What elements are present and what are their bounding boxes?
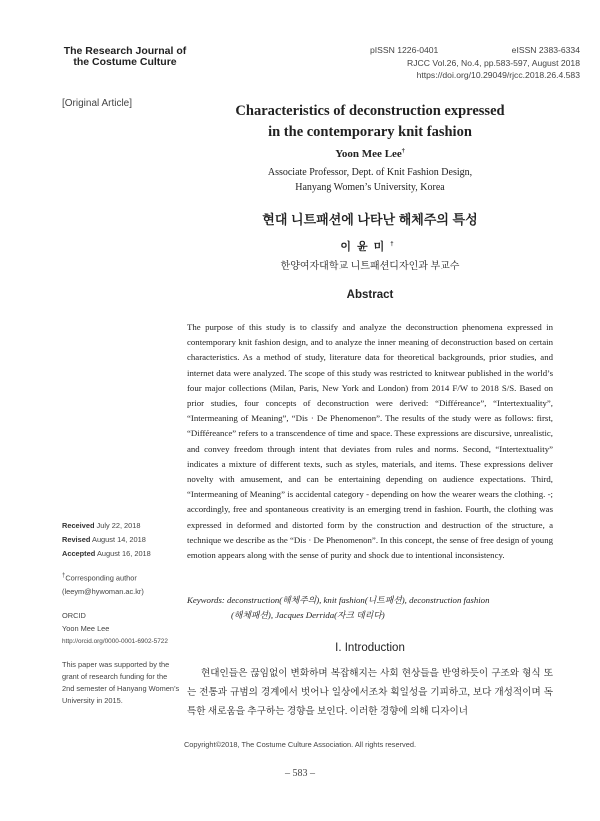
article-title xyxy=(190,101,550,143)
author-mark: † xyxy=(401,148,405,155)
corresponding-block xyxy=(62,570,144,598)
title-line1: Characteristics of deconstruction expressed xyxy=(235,103,505,119)
keywords-line2: (해체패션), Jacques Derrida(자크 데리다) xyxy=(231,610,385,620)
corresponding-label: Corresponding author xyxy=(65,573,137,583)
orcid-block xyxy=(62,610,168,648)
corresponding-mark: † xyxy=(62,573,66,579)
page-number: – 583 – xyxy=(285,768,315,779)
korean-title: 현대 니트패션에 나타난 해체주의 특성 xyxy=(262,212,478,227)
revised-label: Revised xyxy=(62,535,91,544)
eissn: eISSN 2383-6334 xyxy=(511,45,580,55)
korean-author-mark: † xyxy=(390,241,400,248)
orcid-link[interactable]: http://orcid.org/0000-0001-6902-5722 xyxy=(62,638,168,645)
keywords-line1: deconstruction(해체주의), knit fashion(니트패션), deconstruction fashion xyxy=(227,595,490,605)
citation: RJCC Vol.26, No.4, pp.583-597, August 2018 xyxy=(407,57,580,68)
intro-paragraph: 현대인들은 끊임없이 변화하며 복잡해지는 사회 현상들을 반영하듯이 구조와 형식 또는 전통과 규범의 경계에서 벗어나 일상에서조차 획일성을 기피하고, 보다 개성적이며 독특한 새로움을 추구하는 경향을 보인다. 이러한 경향에 의해 디자이너 xyxy=(187,668,553,717)
abstract-body: The purpose of this study is to classify and analyze the deconstruction phenomena expressed in contemporary knit fashion design, and to analyze the inner meaning of deconstruction based on certain characteristics. As a method of study, literature data for theoretical backgrounds, prior studies, and internet data were analyzed. The scope of this study was restricted to knitwear published in the world’s four major collections (Milan, Paris, New York and London) from 2014 F/W to 2018 S/S. Based on prior studies, four concepts of deconstruction were derived: “Différeance”, “Intertextuality”, “Intermeaning of Meaning”, “Dis · De Phenomenon”. The results of the study were as follows: first, “Différeance” refers to a transcendence of time and space. These expressions are discursive, unrealistic, and convey freedom through intent that deviates from rules and norms. Second, “Intertextuality” indicates a mixture of different texts, such as styles, materials, and items. These expressions deliver novelty with amusement, and can be entertaining depending on audience expectations. Third, “Intermeaning of Meaning” is accidental category - depending on how the wearer wears the clothing. -; accordingly, free and spontaneous creativity is an emerging trend in fashion. Fourth, the clothing was expressed in deformed and distorted form by the construction and destruction of the structure, a technique we describe as the “Dis · De Phenomenon”. In this concept, the sense of free design of young emotion appears along with the sense of purity and shock due to intentional inconsistency. xyxy=(187,322,553,561)
author-name-text: Yoon Mee Lee xyxy=(335,148,402,160)
korean-author xyxy=(190,238,550,254)
abstract-heading: Abstract xyxy=(346,289,394,301)
doi-link[interactable]: https://doi.org/10.29049/rjcc.2018.26.4.583 xyxy=(416,70,580,80)
journal-name-line1: The Research Journal of xyxy=(63,45,187,57)
keywords-label: Keywords: xyxy=(187,595,225,605)
received-label: Received xyxy=(62,521,95,530)
pissn: pISSN 1226-0401 xyxy=(370,45,439,55)
korean-affiliation: 한양여자대학교 니트패션디자인과 부교수 xyxy=(280,261,460,272)
accepted-date: August 16, 2018 xyxy=(96,549,151,558)
author-name xyxy=(190,148,550,160)
orcid-name: Yoon Mee Lee xyxy=(62,624,110,633)
affiliation xyxy=(190,165,550,195)
keywords xyxy=(187,593,553,623)
funding-note: This paper was supported by the grant of research funding for the 2nd semester of Hanyang Women’s University in 2015. xyxy=(62,660,180,705)
journal-name-line2: the Costume Culture xyxy=(73,56,177,68)
received-date: July 22, 2018 xyxy=(96,521,141,530)
accepted-label: Accepted xyxy=(62,549,96,558)
revised-date: August 14, 2018 xyxy=(92,535,146,544)
orcid-label: ORCID xyxy=(62,611,86,620)
title-line2: in the contemporary knit fashion xyxy=(268,124,472,140)
korean-author-text: 이윤미 xyxy=(340,241,391,253)
copyright: Copyright©2018, The Costume Culture Association. All rights reserved. xyxy=(183,740,417,749)
issn-block xyxy=(370,44,580,82)
dates-block xyxy=(62,520,151,560)
affiliation-line2: Hanyang Women’s University, Korea xyxy=(295,182,445,193)
journal-name xyxy=(40,46,210,68)
affiliation-line1: Associate Professor, Dept. of Knit Fashion Design, xyxy=(267,167,473,178)
corresponding-email[interactable]: (leeym@hywoman.ac.kr) xyxy=(62,587,144,597)
intro-heading: I. Introduction xyxy=(335,642,405,654)
article-type: [Original Article] xyxy=(62,98,133,109)
